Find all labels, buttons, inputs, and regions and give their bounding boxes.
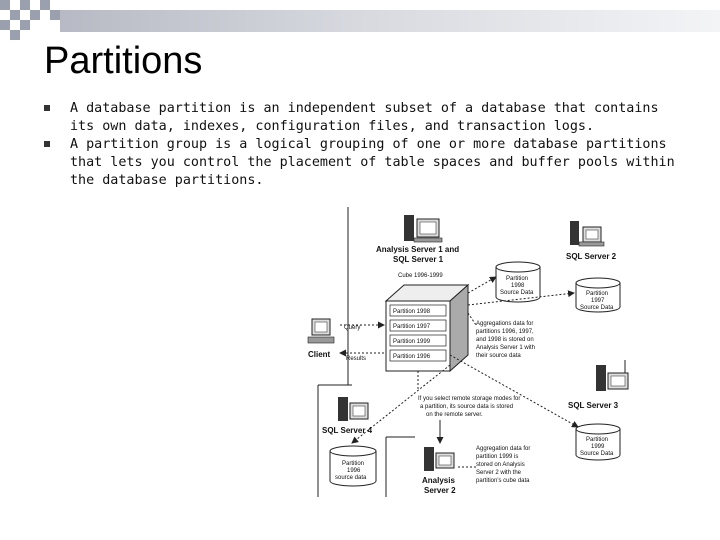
svg-text:Analysis Server 1 with: Analysis Server 1 with — [476, 345, 536, 351]
svg-text:Partition: Partition — [342, 461, 365, 467]
cube-label: Cube 1996-1999 — [398, 273, 443, 279]
database-cylinder-icon — [496, 262, 540, 302]
partition-label: Partition 1997 — [393, 324, 431, 330]
svg-text:and 1998 is stored on: and 1998 is stored on — [476, 337, 534, 343]
partition-label: Partition 1999 — [393, 339, 431, 345]
svg-text:stored on Analysis: stored on Analysis — [476, 462, 525, 468]
analysis-server2-label-line1: Analysis — [422, 476, 455, 485]
slide-title: Partitions — [44, 40, 203, 82]
svg-text:a partition, its source data i: a partition, its source data is stored — [420, 404, 514, 410]
svg-text:Server 2 with the: Server 2 with the — [476, 470, 522, 476]
bullet-square-icon — [44, 105, 50, 111]
sql-server2-label: SQL Server 2 — [566, 252, 617, 261]
server-computer-icon — [338, 397, 368, 421]
client-computer-icon — [308, 319, 334, 343]
svg-text:Aggregations data for: Aggregations data for — [476, 321, 534, 327]
bullet-list — [44, 100, 684, 190]
svg-text:1998: 1998 — [511, 283, 525, 289]
svg-text:If you select remote storage m: If you select remote storage modes for — [418, 396, 521, 402]
client-label: Client — [308, 350, 331, 359]
svg-text:Partition: Partition — [506, 276, 529, 282]
bullet-item — [44, 100, 684, 136]
svg-text:source data: source data — [335, 475, 367, 481]
bullet-square-icon — [44, 141, 50, 147]
svg-text:Partition: Partition — [586, 291, 609, 297]
server-computer-icon — [596, 365, 628, 391]
sql-server4-label: SQL Server 4 — [322, 426, 373, 435]
server-computer-icon — [424, 447, 454, 471]
cube-partitions — [386, 285, 468, 371]
svg-text:Source Data: Source Data — [500, 290, 534, 296]
sql-server3-label: SQL Server 3 — [568, 401, 619, 410]
svg-text:partition 1999 is: partition 1999 is — [476, 454, 519, 460]
storage-note — [418, 396, 520, 418]
analysis-server2-label-line2: Server 2 — [424, 486, 456, 495]
svg-text:Source Data: Source Data — [580, 451, 614, 457]
server1-label-line2: SQL Server 1 — [393, 255, 444, 264]
svg-text:1996: 1996 — [347, 468, 361, 474]
svg-text:their source data: their source data — [476, 353, 521, 359]
as2-aggregation-note — [476, 446, 530, 484]
server1-label-line1: Analysis Server 1 and — [376, 245, 460, 254]
svg-text:1997: 1997 — [591, 298, 605, 304]
server-computer-icon — [570, 221, 604, 246]
database-cylinder-icon — [576, 424, 620, 460]
svg-text:Partition: Partition — [586, 437, 609, 443]
database-cylinder-icon — [330, 446, 376, 486]
partition-label: Partition 1996 — [393, 354, 431, 360]
bullet-item — [44, 136, 684, 190]
partitions-diagram — [300, 205, 640, 500]
svg-text:partition's cube data: partition's cube data — [476, 478, 530, 484]
aggregations-note — [476, 321, 535, 359]
results-label: Results — [346, 356, 367, 362]
svg-text:partitions 1996, 1997,: partitions 1996, 1997, — [476, 329, 534, 335]
svg-text:Source Data: Source Data — [580, 305, 614, 311]
header-gradient-bar — [60, 10, 720, 32]
bullet-text: A partition group is a logical grouping of one or more database partitions that lets you control the placement of table spaces and buffer pools within the database partitions. — [70, 137, 675, 188]
bullet-text: A database partition is an independent subset of a database that contains its own data, indexes, configuration files, and transaction logs. — [70, 101, 659, 134]
svg-text:on the remote server.: on the remote server. — [426, 412, 483, 418]
query-label: Query — [344, 325, 361, 331]
server-computer-icon — [404, 215, 442, 242]
svg-text:Aggregation data for: Aggregation data for — [476, 446, 531, 452]
decorative-checker-pattern — [0, 0, 62, 44]
svg-text:1999: 1999 — [591, 444, 605, 450]
partition-label: Partition 1998 — [393, 309, 431, 315]
database-cylinder-icon — [576, 278, 620, 312]
